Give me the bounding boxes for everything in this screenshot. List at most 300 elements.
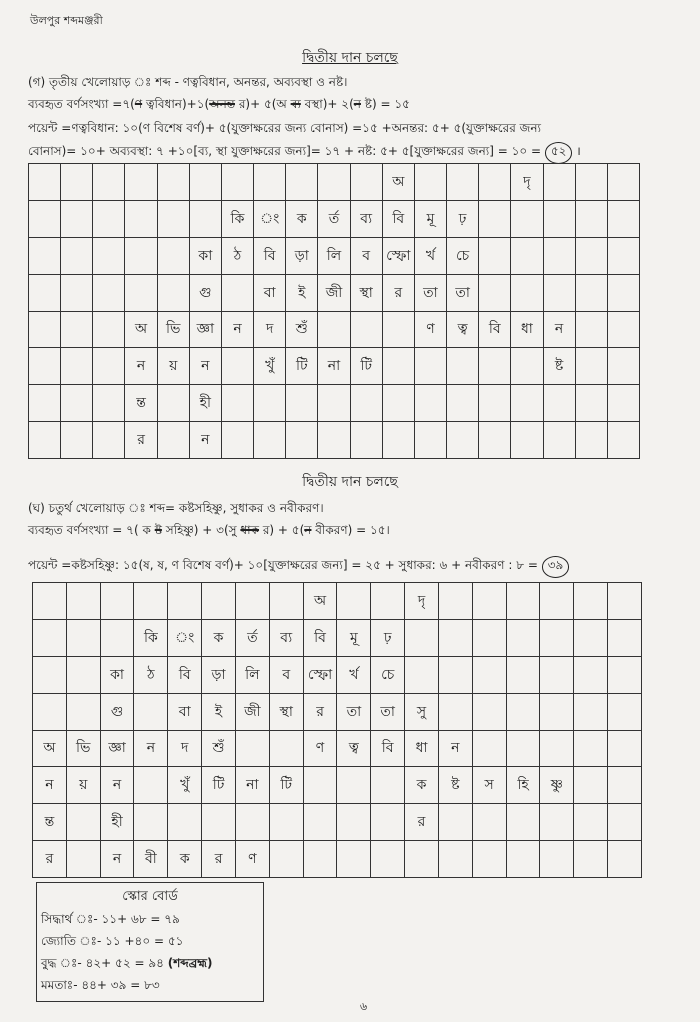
grid-cell bbox=[608, 619, 642, 656]
grid-cell bbox=[608, 767, 642, 804]
grid-cell bbox=[269, 804, 303, 841]
grid-cell bbox=[575, 274, 607, 311]
grid-cell bbox=[575, 237, 607, 274]
grid-cell: চে bbox=[447, 237, 479, 274]
grid-cell bbox=[61, 164, 93, 201]
grid-cell: ব্য bbox=[350, 200, 382, 237]
grid-row bbox=[33, 841, 642, 878]
grid-cell bbox=[235, 730, 269, 767]
grid-cell bbox=[472, 583, 506, 620]
grid-cell: ধা bbox=[511, 311, 543, 348]
section-g-points-line-1: পয়েন্ট =ণত্ববিধান: ১০(ণ বিশেষ বর্ণ)+ ৫(যুক্তাক্ষরের জন্য বোনাস) =১৫ +অনন্তর: ৫+ ৫(যুক্তাক্ষরের জন্য bbox=[28, 121, 542, 135]
grid-cell bbox=[269, 841, 303, 878]
grid-cell bbox=[511, 422, 543, 459]
grid-cell bbox=[472, 841, 506, 878]
grid-cell: ণ bbox=[235, 841, 269, 878]
grid-cell bbox=[221, 385, 253, 422]
grid-cell bbox=[414, 348, 446, 385]
grid-cell bbox=[608, 841, 642, 878]
grid-cell: লি bbox=[235, 656, 269, 693]
grid-cell: কি bbox=[221, 200, 253, 237]
grid-cell: হী bbox=[100, 804, 134, 841]
score-row bbox=[41, 911, 180, 931]
grid-cell bbox=[134, 804, 168, 841]
grid-cell: বা bbox=[168, 693, 202, 730]
grid-cell bbox=[29, 311, 61, 348]
grid-cell bbox=[607, 422, 639, 459]
grid-cell bbox=[235, 583, 269, 620]
grid-cell bbox=[438, 619, 472, 656]
grid-row bbox=[33, 583, 642, 620]
grid-cell bbox=[286, 385, 318, 422]
grid-cell bbox=[66, 656, 100, 693]
grid-cell bbox=[134, 693, 168, 730]
grid-cell: ন bbox=[134, 730, 168, 767]
grid-cell: বি bbox=[371, 730, 405, 767]
grid-cell bbox=[350, 385, 382, 422]
grid-cell bbox=[472, 804, 506, 841]
count-text: র)+ ৫(অ bbox=[235, 97, 291, 111]
grid-cell bbox=[29, 164, 61, 201]
grid-cell bbox=[29, 274, 61, 311]
grid-cell: ত্ব bbox=[447, 311, 479, 348]
grid-cell: দ bbox=[254, 311, 286, 348]
grid-row bbox=[29, 200, 640, 237]
grid-cell: য় bbox=[66, 767, 100, 804]
grid-cell bbox=[350, 311, 382, 348]
grid-cell: স্থা bbox=[269, 693, 303, 730]
grid-cell bbox=[61, 311, 93, 348]
score-text: সিদ্ধার্থ ঃ- ১১+ ৬৮ = ৭৯ bbox=[41, 912, 180, 926]
grid-cell bbox=[61, 422, 93, 459]
grid-cell bbox=[66, 619, 100, 656]
grid-cell: জ্ঞা bbox=[100, 730, 134, 767]
grid-cell bbox=[414, 385, 446, 422]
scoreboard-title: স্কোর বোর্ড bbox=[122, 889, 178, 904]
grid-cell: র bbox=[125, 422, 157, 459]
grid-cell: র bbox=[382, 274, 414, 311]
grid-cell bbox=[93, 274, 125, 311]
grid-cell: তা bbox=[371, 693, 405, 730]
points-total-circle: ৫২ bbox=[545, 142, 573, 164]
score-row bbox=[41, 977, 160, 997]
grid-cell bbox=[221, 164, 253, 201]
grid-cell bbox=[350, 422, 382, 459]
grid-cell bbox=[303, 804, 337, 841]
grid-cell: জী bbox=[318, 274, 350, 311]
grid-cell bbox=[511, 348, 543, 385]
grid-cell: ন bbox=[100, 841, 134, 878]
struck-letters: ধাক bbox=[240, 523, 260, 537]
grid-cell bbox=[157, 164, 189, 201]
grid-cell: ধা bbox=[405, 730, 439, 767]
grid-cell bbox=[61, 200, 93, 237]
grid-cell bbox=[93, 200, 125, 237]
grid-cell: র্খ bbox=[414, 237, 446, 274]
grid-cell bbox=[93, 237, 125, 274]
grid-cell: মূ bbox=[337, 619, 371, 656]
grid-cell bbox=[540, 804, 574, 841]
grid-cell: ং bbox=[254, 200, 286, 237]
grid-cell bbox=[66, 841, 100, 878]
grid-cell bbox=[157, 200, 189, 237]
points-total-circle: ৩৯ bbox=[542, 556, 570, 578]
grid-cell bbox=[479, 164, 511, 201]
grid-cell: ন bbox=[438, 730, 472, 767]
grid-cell bbox=[61, 274, 93, 311]
grid-cell: বি bbox=[168, 656, 202, 693]
grid-cell: ই bbox=[202, 693, 236, 730]
grid-cell bbox=[438, 841, 472, 878]
grid-cell bbox=[61, 348, 93, 385]
grid-row bbox=[33, 619, 642, 656]
grid-cell: বি bbox=[479, 311, 511, 348]
grid-cell bbox=[286, 422, 318, 459]
count-text: র) + ৫( bbox=[259, 523, 305, 537]
grid-cell: স্ফো bbox=[303, 656, 337, 693]
count-text: ব্যবহৃত বর্ণসংখ্যা = ৭( ক bbox=[28, 523, 155, 537]
grid-cell: টি bbox=[269, 767, 303, 804]
grid-cell bbox=[479, 274, 511, 311]
grid-cell: র bbox=[405, 804, 439, 841]
grid-row bbox=[29, 164, 640, 201]
grid-cell bbox=[506, 619, 540, 656]
grid-cell bbox=[447, 348, 479, 385]
grid-cell: না bbox=[318, 348, 350, 385]
grid-cell bbox=[447, 164, 479, 201]
grid-cell bbox=[157, 422, 189, 459]
grid-cell bbox=[511, 200, 543, 237]
grid-cell: ব bbox=[269, 656, 303, 693]
grid-cell: স bbox=[472, 767, 506, 804]
grid-cell bbox=[506, 841, 540, 878]
grid-row bbox=[33, 693, 642, 730]
grid-row bbox=[33, 730, 642, 767]
grid-cell: মূ bbox=[414, 200, 446, 237]
grid-cell: জী bbox=[235, 693, 269, 730]
grid-cell bbox=[543, 164, 575, 201]
grid-cell bbox=[93, 311, 125, 348]
grid-cell: খুঁ bbox=[168, 767, 202, 804]
count-text: বস্থা)+ ২( bbox=[300, 97, 354, 111]
grid-cell bbox=[438, 583, 472, 620]
grid-cell: না bbox=[235, 767, 269, 804]
grid-cell: ন bbox=[543, 311, 575, 348]
grid-cell bbox=[479, 385, 511, 422]
score-text: মমতাঃ- ৪৪+ ৩৯ = ৮৩ bbox=[41, 978, 160, 992]
grid-row bbox=[29, 237, 640, 274]
grid-cell: টি bbox=[286, 348, 318, 385]
grid-cell: জ্ঞা bbox=[189, 311, 221, 348]
grid-cell bbox=[574, 656, 608, 693]
grid-cell: তা bbox=[414, 274, 446, 311]
grid-cell bbox=[382, 385, 414, 422]
grid-row bbox=[33, 767, 642, 804]
count-text: ত্ববিধান)+১( bbox=[142, 97, 210, 111]
grid-cell: হী bbox=[189, 385, 221, 422]
grid-cell: স্থা bbox=[350, 274, 382, 311]
grid-cell bbox=[405, 619, 439, 656]
grid-cell bbox=[608, 656, 642, 693]
score-row bbox=[41, 933, 183, 953]
points-text: পয়েন্ট =কষ্টসহিষ্ণু: ১৫(ষ, ষ, ণ বিশেষ বর্ণ)+ ১০[যুক্তাক্ষরের জন্য] = ২৫ + সুধাকর: ৬ + নবীকরণ : ৮ = bbox=[28, 558, 538, 572]
score-row bbox=[41, 955, 213, 975]
struck-letters: ণ bbox=[134, 97, 143, 111]
grid-cell: অ bbox=[125, 311, 157, 348]
grid-cell bbox=[221, 422, 253, 459]
grid-cell bbox=[575, 164, 607, 201]
grid-cell bbox=[221, 274, 253, 311]
page-number: ৬ bbox=[360, 1000, 368, 1013]
grid-cell bbox=[607, 237, 639, 274]
grid-cell bbox=[607, 274, 639, 311]
grid-cell: বি bbox=[254, 237, 286, 274]
grid-cell bbox=[371, 841, 405, 878]
grid-cell bbox=[472, 619, 506, 656]
section-g-player-line: (গ) তৃতীয় খেলোয়াড় ঃ শব্দ - ণত্ববিধান, অনন্তর, অব্যবস্থা ও নষ্ট। bbox=[28, 75, 348, 89]
grid-cell: শুঁ bbox=[286, 311, 318, 348]
grid-cell: ন bbox=[221, 311, 253, 348]
grid-cell: দৃ bbox=[511, 164, 543, 201]
grid-cell bbox=[318, 164, 350, 201]
grid-cell bbox=[382, 422, 414, 459]
struck-letters: ন bbox=[304, 523, 312, 537]
grid-cell: ণ bbox=[303, 730, 337, 767]
grid-row bbox=[29, 422, 640, 459]
grid-cell: র bbox=[33, 841, 67, 878]
grid-cell bbox=[254, 422, 286, 459]
grid-cell bbox=[33, 619, 67, 656]
grid-cell bbox=[61, 385, 93, 422]
grid-cell: ড়া bbox=[202, 656, 236, 693]
grid-cell bbox=[506, 656, 540, 693]
grid-cell bbox=[303, 767, 337, 804]
grid-cell bbox=[414, 164, 446, 201]
grid-cell bbox=[543, 385, 575, 422]
grid-cell: ন bbox=[33, 767, 67, 804]
grid-cell bbox=[134, 583, 168, 620]
grid-cell bbox=[125, 237, 157, 274]
grid-cell bbox=[511, 385, 543, 422]
grid-cell: খুঁ bbox=[254, 348, 286, 385]
grid-cell: ঢ় bbox=[447, 200, 479, 237]
grid-cell: লি bbox=[318, 237, 350, 274]
count-text: সহিষ্ণু) + ৩(সু bbox=[161, 523, 241, 537]
grid-cell bbox=[254, 385, 286, 422]
grid-cell: ষ্ণু bbox=[540, 767, 574, 804]
struck-letters: ব্য bbox=[290, 97, 301, 111]
grid-cell bbox=[93, 385, 125, 422]
grid-cell bbox=[511, 237, 543, 274]
grid-cell bbox=[506, 804, 540, 841]
grid-cell: ন bbox=[189, 422, 221, 459]
grid-cell: বি bbox=[303, 619, 337, 656]
grid-row bbox=[29, 348, 640, 385]
grid-cell: ঢ় bbox=[371, 619, 405, 656]
grid-cell bbox=[607, 164, 639, 201]
grid-cell: ক bbox=[202, 619, 236, 656]
grid-cell bbox=[506, 730, 540, 767]
grid-cell bbox=[33, 656, 67, 693]
grid-cell bbox=[33, 693, 67, 730]
grid-cell: বা bbox=[254, 274, 286, 311]
grid-cell bbox=[511, 274, 543, 311]
grid-cell bbox=[472, 693, 506, 730]
count-text: ব্যবহৃত বর্ণসংখ্যা =৭( bbox=[28, 97, 135, 111]
grid-cell bbox=[479, 422, 511, 459]
grid-cell: ন্ত bbox=[125, 385, 157, 422]
grid-cell: স্ফো bbox=[382, 237, 414, 274]
grid-cell bbox=[414, 422, 446, 459]
grid-cell: ড়া bbox=[286, 237, 318, 274]
grid-cell bbox=[61, 237, 93, 274]
grid-cell bbox=[607, 348, 639, 385]
grid-row bbox=[33, 804, 642, 841]
grid-cell bbox=[157, 385, 189, 422]
grid-cell bbox=[350, 164, 382, 201]
grid-cell bbox=[157, 237, 189, 274]
grid-cell: ই bbox=[286, 274, 318, 311]
grid-row bbox=[29, 311, 640, 348]
grid-cell bbox=[125, 274, 157, 311]
grid-cell bbox=[506, 583, 540, 620]
section-gh-count-line bbox=[28, 522, 390, 542]
grid-cell bbox=[337, 767, 371, 804]
grid-cell bbox=[506, 693, 540, 730]
section-g-heading: দ্বিতীয় দান চলছে bbox=[302, 50, 398, 66]
grid-cell bbox=[318, 422, 350, 459]
grid-cell: কি bbox=[134, 619, 168, 656]
score-text: বুদ্ধ ঃ- ৪২+ ৫২ = ৯৪ bbox=[41, 956, 168, 970]
grid-cell bbox=[337, 583, 371, 620]
grid-cell bbox=[575, 422, 607, 459]
grid-cell bbox=[447, 422, 479, 459]
grid-cell: ন bbox=[100, 767, 134, 804]
grid-cell bbox=[318, 385, 350, 422]
grid-cell bbox=[540, 583, 574, 620]
grid-cell: টি bbox=[202, 767, 236, 804]
grid-cell: বী bbox=[134, 841, 168, 878]
grid-cell: ভি bbox=[66, 730, 100, 767]
struck-letters: অনন্ত bbox=[209, 97, 235, 111]
grid-cell bbox=[447, 385, 479, 422]
points-text: বোনাস)= ১০+ অব্যবস্থা: ৭ +১০[ব্য, স্থা যুক্তাক্ষরের জন্য]= ১৭ + নষ্ট: ৫+ ৫[যুক্তাক্ষরের জন্য] = ১০ = bbox=[28, 144, 542, 158]
grid-cell bbox=[574, 767, 608, 804]
section-gh-heading: দ্বিতীয় দান চলছে bbox=[302, 474, 398, 490]
grid-cell bbox=[575, 311, 607, 348]
grid-cell: হি bbox=[506, 767, 540, 804]
board-grid-gh bbox=[32, 582, 642, 878]
grid-cell bbox=[66, 693, 100, 730]
grid-cell bbox=[29, 237, 61, 274]
grid-cell bbox=[125, 164, 157, 201]
grid-cell bbox=[540, 730, 574, 767]
grid-cell: ষ্ট bbox=[543, 348, 575, 385]
grid-cell bbox=[168, 583, 202, 620]
count-text: বীকরণ) = ১৫। bbox=[311, 523, 390, 537]
grid-cell: গু bbox=[100, 693, 134, 730]
grid-cell bbox=[29, 385, 61, 422]
points-text: । bbox=[576, 144, 581, 158]
grid-cell bbox=[168, 804, 202, 841]
grid-cell bbox=[269, 730, 303, 767]
grid-cell: কা bbox=[189, 237, 221, 274]
section-gh-player-line: (ঘ) চতুর্থ খেলোয়াড় ঃ শব্দ= কষ্টসহিষ্ণু, সুধাকর ও নবীকরণ। bbox=[28, 501, 324, 515]
grid-cell: ভি bbox=[157, 311, 189, 348]
grid-cell bbox=[100, 619, 134, 656]
grid-cell bbox=[479, 237, 511, 274]
grid-cell: ষ্ট bbox=[438, 767, 472, 804]
grid-cell bbox=[337, 841, 371, 878]
grid-cell bbox=[202, 583, 236, 620]
grid-cell bbox=[574, 619, 608, 656]
grid-cell bbox=[540, 693, 574, 730]
grid-cell bbox=[405, 656, 439, 693]
grid-cell bbox=[303, 841, 337, 878]
scoreboard bbox=[36, 882, 264, 1002]
grid-cell bbox=[543, 274, 575, 311]
grid-cell: র্ত bbox=[235, 619, 269, 656]
grid-cell bbox=[472, 656, 506, 693]
grid-cell bbox=[574, 693, 608, 730]
grid-cell bbox=[318, 311, 350, 348]
grid-cell bbox=[479, 200, 511, 237]
grid-cell bbox=[575, 348, 607, 385]
grid-cell bbox=[29, 422, 61, 459]
grid-cell: অ bbox=[382, 164, 414, 201]
grid-cell: কা bbox=[100, 656, 134, 693]
struck-letters: ন bbox=[353, 97, 361, 111]
grid-cell bbox=[66, 804, 100, 841]
grid-cell: র bbox=[202, 841, 236, 878]
grid-cell bbox=[100, 583, 134, 620]
grid-cell bbox=[371, 583, 405, 620]
grid-cell: ব্য bbox=[269, 619, 303, 656]
grid-cell bbox=[33, 583, 67, 620]
grid-cell bbox=[405, 841, 439, 878]
grid-cell: ত্ব bbox=[337, 730, 371, 767]
grid-cell bbox=[540, 656, 574, 693]
section-gh-points-line bbox=[28, 556, 569, 578]
grid-cell bbox=[125, 200, 157, 237]
grid-cell: ন্ত bbox=[33, 804, 67, 841]
grid-cell bbox=[608, 693, 642, 730]
grid-cell bbox=[575, 385, 607, 422]
grid-cell bbox=[608, 730, 642, 767]
board-grid-g bbox=[28, 163, 640, 459]
grid-cell bbox=[382, 348, 414, 385]
section-g-count-line bbox=[28, 96, 410, 116]
grid-cell: য় bbox=[157, 348, 189, 385]
grid-cell bbox=[66, 583, 100, 620]
struck-letters: ষ্ট bbox=[154, 523, 162, 537]
grid-cell bbox=[574, 841, 608, 878]
grid-cell bbox=[29, 348, 61, 385]
grid-cell: বি bbox=[382, 200, 414, 237]
section-g-points-line-2 bbox=[28, 142, 581, 164]
grid-cell bbox=[189, 164, 221, 201]
grid-cell bbox=[608, 583, 642, 620]
grid-cell bbox=[543, 422, 575, 459]
grid-cell bbox=[93, 348, 125, 385]
book-title: উলপুর শব্দমঞ্জরী bbox=[30, 14, 103, 27]
grid-cell bbox=[607, 200, 639, 237]
grid-cell bbox=[540, 841, 574, 878]
grid-cell bbox=[157, 274, 189, 311]
grid-cell: ঠ bbox=[134, 656, 168, 693]
grid-row bbox=[33, 656, 642, 693]
grid-cell: দৃ bbox=[405, 583, 439, 620]
